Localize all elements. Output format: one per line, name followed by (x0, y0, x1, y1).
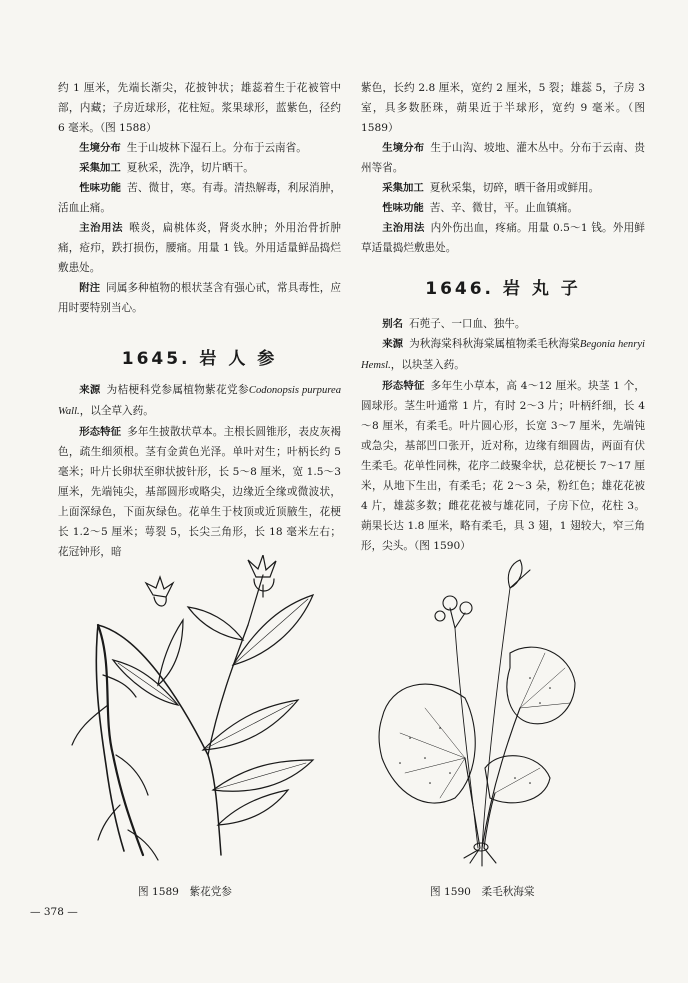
source-text: 为桔梗科党参属植物紫花党参 (106, 384, 249, 396)
habitat-text: 生于山沟、坡地、灌木丛中。分布于云南、贵州等省。 (361, 142, 646, 174)
alias-text: 石蔸子、一口血、独牛。 (408, 318, 526, 330)
morph-label: 形态特征 (79, 426, 122, 438)
morph-paragraph-1645 (58, 422, 341, 562)
use-text: 喉炎，扁桃体炎，肾炎水肿；外用治骨折肿痛，疮疖，跌打损伤，腰痛。用量 1 钱。外用适量鲜品捣烂敷患处。 (58, 222, 341, 274)
figure-caption-1590: 图 1590 柔毛秋海棠 (430, 886, 535, 898)
right-continued-text: 紫色，长约 2.8 厘米，宽约 2 厘米，5 裂；雄蕊 5，子房 3 室，具多数胚珠，蒴果近于半球形，宽约 9 毫米。（图 1589） (361, 82, 645, 134)
habitat-text: 生于山坡林下湿石上。分布于云南省。 (126, 142, 307, 154)
use-label: 主治用法 (382, 222, 425, 234)
entry-1646-body (361, 314, 645, 556)
use-paragraph-right (361, 218, 645, 258)
left-column-top (58, 78, 341, 318)
source-label: 来源 (382, 338, 404, 350)
nature-label: 性味功能 (79, 182, 122, 194)
source-paragraph-1646 (361, 334, 645, 376)
morph-text: 多年生披散状草本。主根长圆锥形，表皮灰褐色，疏生细须根。茎有金黄色光泽。单叶对生；叶柄长约 5 毫米；叶片长卵状至卵状披针形，长 5～8 厘米，宽 1.5～3 厘米，先端钝尖，基部圆形或略尖，边缘近全缘或微波状，上面深绿色，下面灰绿色。花单生于枝顶或近顶腋生，花梗长 1.2～5 厘米；萼裂 5，长尖三角形，长 18 毫米左右；花冠钟形，暗 (58, 426, 342, 558)
left-continued-text: 约 1 厘米，先端长渐尖，花披钟状；雄蕊着生于花被管中部，内藏；子房近球形，花柱短。浆果球形，蓝紫色，径约 6 毫米。（图 1588） (58, 82, 341, 134)
begonia-illustration (370, 558, 580, 868)
habitat-paragraph-right (361, 138, 645, 178)
nature-text: 苦、辛、微甘，平。止血镇痛。 (429, 202, 579, 214)
collect-text: 夏秋采，洗净，切片晒干。 (126, 162, 254, 174)
collect-paragraph (58, 158, 341, 178)
use-text: 内外伤出血，疼痛。用量 0.5～1 钱。外用鲜草适量捣烂敷患处。 (361, 222, 645, 254)
collect-text: 夏秋采集，切碎，晒干备用或鲜用。 (429, 182, 600, 194)
source-text-end: ，以全草入药。 (79, 405, 154, 417)
source-label: 来源 (79, 384, 101, 396)
habitat-label: 生境分布 (382, 142, 425, 154)
nature-paragraph-right (361, 198, 645, 218)
note-paragraph (58, 278, 341, 318)
morph-paragraph-1646 (361, 376, 645, 556)
note-text: 同属多种植物的根状茎含有强心甙，常具毒性，应用时要特别当心。 (58, 282, 341, 314)
collect-paragraph-right (361, 178, 645, 198)
use-paragraph (58, 218, 341, 278)
entry-1645-body (58, 380, 341, 562)
morph-label: 形态特征 (382, 380, 425, 392)
morph-text: 多年生小草本，高 4～12 厘米。块茎 1 个，圆球形。茎生叶通常 1 片，有时 2～3 片；叶柄纤细，长 4～8 厘米，有柔毛。叶片圆心形，长宽 3～7 厘米，先端钝或急尖，基部凹口张开，近对称，边缘有细圆齿，两面有伏生柔毛。花单性同株，花序二歧聚伞状，总花梗长 7～17 厘米，从地下生出，有柔毛；花 2～3 朵，粉红色；雄花花被 4 片，雄蕊多数；雌花花被与雄花同，子房下位，花柱 3。蒴果长达 1.8 厘米，略有柔毛，具 3 翅，1 翅较大，窄三角形，尖头。（图 1590） (361, 380, 645, 552)
entry-heading-1646: 1646. 岩 丸 子 (425, 279, 581, 299)
figure-caption-1589: 图 1589 紫花党参 (138, 886, 232, 898)
source-text: 为秋海棠科秋海棠属植物柔毛秋海棠 (409, 338, 580, 350)
latin-name: Codonopsis purpurea Wall. (58, 385, 341, 417)
alias-paragraph (361, 314, 645, 334)
page-number: — 378 — (30, 906, 78, 918)
collect-label: 采集加工 (382, 182, 424, 194)
use-label: 主治用法 (79, 222, 124, 234)
nature-paragraph (58, 178, 341, 218)
codonopsis-illustration (58, 555, 348, 875)
habitat-label: 生境分布 (79, 142, 121, 154)
habitat-paragraph (58, 138, 341, 158)
collect-label: 采集加工 (79, 162, 121, 174)
nature-text: 苦、微甘，寒。有毒。清热解毒，利尿消肿，活血止痛。 (58, 182, 342, 214)
alias-label: 别名 (382, 318, 403, 330)
entry-heading-1645: 1645. 岩 人 参 (121, 349, 278, 369)
source-paragraph-1645 (58, 380, 341, 422)
latin-name: Begonia henryi Hemsl. (361, 339, 646, 371)
source-text-end: ，以块茎入药。 (390, 359, 465, 371)
nature-label: 性味功能 (382, 202, 424, 214)
right-column-top (361, 78, 645, 258)
note-label: 附注 (79, 282, 101, 294)
